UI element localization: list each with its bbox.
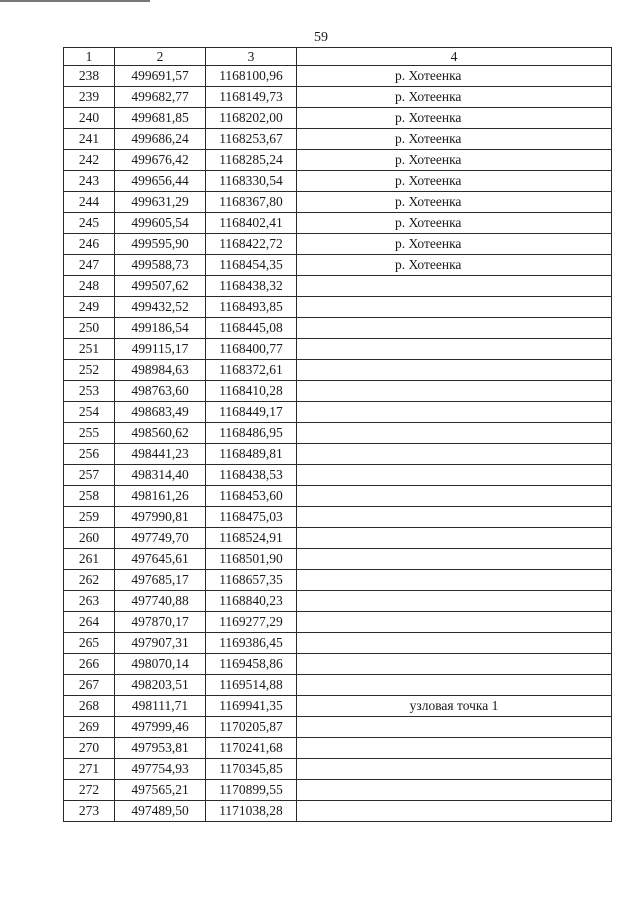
description-cell: [297, 612, 612, 633]
description-cell: [297, 276, 612, 297]
y-coordinate-cell: 1168202,00: [206, 108, 297, 129]
y-coordinate-cell: 1169386,45: [206, 633, 297, 654]
x-coordinate-cell: 499686,24: [115, 129, 206, 150]
description-cell: [297, 507, 612, 528]
point-number-cell: 242: [64, 150, 115, 171]
coordinates-table: [63, 47, 612, 822]
y-coordinate-cell: 1170345,85: [206, 759, 297, 780]
y-coordinate-cell: 1168402,41: [206, 213, 297, 234]
x-coordinate-cell: 499656,44: [115, 171, 206, 192]
description-cell: р. Хотеенка: [297, 213, 612, 234]
x-coordinate-cell: 498314,40: [115, 465, 206, 486]
x-coordinate-cell: 498763,60: [115, 381, 206, 402]
x-coordinate-cell: 499595,90: [115, 234, 206, 255]
table-row: [64, 255, 612, 276]
y-coordinate-cell: 1168524,91: [206, 528, 297, 549]
x-coordinate-cell: 497740,88: [115, 591, 206, 612]
x-coordinate-cell: 497870,17: [115, 612, 206, 633]
point-number-cell: 263: [64, 591, 115, 612]
point-number-cell: 240: [64, 108, 115, 129]
table-row: [64, 318, 612, 339]
y-coordinate-cell: 1168840,23: [206, 591, 297, 612]
point-number-cell: 257: [64, 465, 115, 486]
y-coordinate-cell: 1168438,32: [206, 276, 297, 297]
point-number-cell: 251: [64, 339, 115, 360]
point-number-cell: 254: [64, 402, 115, 423]
description-cell: р. Хотеенка: [297, 108, 612, 129]
x-coordinate-cell: 497749,70: [115, 528, 206, 549]
table-body: [64, 48, 612, 822]
y-coordinate-cell: 1168410,28: [206, 381, 297, 402]
description-cell: [297, 717, 612, 738]
x-coordinate-cell: 499682,77: [115, 87, 206, 108]
x-coordinate-cell: 498203,51: [115, 675, 206, 696]
description-cell: р. Хотеенка: [297, 192, 612, 213]
x-coordinate-cell: 499605,54: [115, 213, 206, 234]
description-cell: [297, 318, 612, 339]
y-coordinate-cell: 1168400,77: [206, 339, 297, 360]
y-coordinate-cell: 1168330,54: [206, 171, 297, 192]
point-number-cell: 239: [64, 87, 115, 108]
column-header-4: 4: [297, 48, 612, 66]
y-coordinate-cell: 1168453,60: [206, 486, 297, 507]
table-row: [64, 234, 612, 255]
table-row: [64, 213, 612, 234]
point-number-cell: 258: [64, 486, 115, 507]
point-number-cell: 272: [64, 780, 115, 801]
table-row: [64, 423, 612, 444]
table-row: [64, 570, 612, 591]
x-coordinate-cell: 499631,29: [115, 192, 206, 213]
table-row: [64, 738, 612, 759]
point-number-cell: 255: [64, 423, 115, 444]
description-cell: р. Хотеенка: [297, 150, 612, 171]
table-row: [64, 507, 612, 528]
column-header-1: 1: [64, 48, 115, 66]
table-row: [64, 759, 612, 780]
x-coordinate-cell: 497907,31: [115, 633, 206, 654]
y-coordinate-cell: 1168445,08: [206, 318, 297, 339]
point-number-cell: 273: [64, 801, 115, 822]
y-coordinate-cell: 1170899,55: [206, 780, 297, 801]
point-number-cell: 270: [64, 738, 115, 759]
y-coordinate-cell: 1168486,95: [206, 423, 297, 444]
page-number: 59: [314, 30, 328, 45]
description-cell: [297, 738, 612, 759]
description-cell: [297, 675, 612, 696]
description-cell: [297, 780, 612, 801]
description-cell: р. Хотеенка: [297, 255, 612, 276]
y-coordinate-cell: 1168657,35: [206, 570, 297, 591]
table-row: [64, 444, 612, 465]
scan-edge-mark: [0, 0, 150, 2]
table-row: [64, 339, 612, 360]
table-row: [64, 66, 612, 87]
point-number-cell: 241: [64, 129, 115, 150]
y-coordinate-cell: 1169514,88: [206, 675, 297, 696]
x-coordinate-cell: 498161,26: [115, 486, 206, 507]
x-coordinate-cell: 499115,17: [115, 339, 206, 360]
x-coordinate-cell: 498683,49: [115, 402, 206, 423]
table-row: [64, 486, 612, 507]
x-coordinate-cell: 497754,93: [115, 759, 206, 780]
point-number-cell: 260: [64, 528, 115, 549]
y-coordinate-cell: 1168100,96: [206, 66, 297, 87]
table-row: [64, 465, 612, 486]
table-row: [64, 717, 612, 738]
point-number-cell: 261: [64, 549, 115, 570]
x-coordinate-cell: 498070,14: [115, 654, 206, 675]
x-coordinate-cell: 499507,62: [115, 276, 206, 297]
y-coordinate-cell: 1171038,28: [206, 801, 297, 822]
table-row: [64, 675, 612, 696]
point-number-cell: 266: [64, 654, 115, 675]
table-row: [64, 276, 612, 297]
description-cell: [297, 486, 612, 507]
x-coordinate-cell: 497990,81: [115, 507, 206, 528]
point-number-cell: 252: [64, 360, 115, 381]
y-coordinate-cell: 1168285,24: [206, 150, 297, 171]
point-number-cell: 267: [64, 675, 115, 696]
table-row: [64, 381, 612, 402]
point-number-cell: 268: [64, 696, 115, 717]
description-cell: р. Хотеенка: [297, 66, 612, 87]
point-number-cell: 244: [64, 192, 115, 213]
y-coordinate-cell: 1170205,87: [206, 717, 297, 738]
description-cell: [297, 801, 612, 822]
table-row: [64, 297, 612, 318]
y-coordinate-cell: 1169277,29: [206, 612, 297, 633]
table-row: [64, 780, 612, 801]
table-header-row: [64, 48, 612, 66]
y-coordinate-cell: 1168367,80: [206, 192, 297, 213]
description-cell: [297, 654, 612, 675]
x-coordinate-cell: 497489,50: [115, 801, 206, 822]
description-cell: [297, 297, 612, 318]
table-row: [64, 129, 612, 150]
table-row: [64, 696, 612, 717]
table-row: [64, 654, 612, 675]
description-cell: [297, 465, 612, 486]
point-number-cell: 256: [64, 444, 115, 465]
x-coordinate-cell: 499676,42: [115, 150, 206, 171]
table-row: [64, 171, 612, 192]
point-number-cell: 264: [64, 612, 115, 633]
y-coordinate-cell: 1168501,90: [206, 549, 297, 570]
description-cell: р. Хотеенка: [297, 87, 612, 108]
point-number-cell: 253: [64, 381, 115, 402]
point-number-cell: 248: [64, 276, 115, 297]
description-cell: р. Хотеенка: [297, 171, 612, 192]
description-cell: [297, 423, 612, 444]
description-cell: [297, 759, 612, 780]
point-number-cell: 238: [64, 66, 115, 87]
table-row: [64, 192, 612, 213]
description-cell: [297, 591, 612, 612]
description-cell: [297, 570, 612, 591]
description-cell: [297, 360, 612, 381]
table-row: [64, 549, 612, 570]
x-coordinate-cell: 499691,57: [115, 66, 206, 87]
table-row: [64, 150, 612, 171]
description-cell: [297, 402, 612, 423]
point-number-cell: 247: [64, 255, 115, 276]
description-cell: [297, 339, 612, 360]
table-row: [64, 633, 612, 654]
x-coordinate-cell: 497685,17: [115, 570, 206, 591]
y-coordinate-cell: 1168475,03: [206, 507, 297, 528]
x-coordinate-cell: 498560,62: [115, 423, 206, 444]
x-coordinate-cell: 498111,71: [115, 696, 206, 717]
y-coordinate-cell: 1169941,35: [206, 696, 297, 717]
column-header-3: 3: [206, 48, 297, 66]
description-cell: [297, 633, 612, 654]
point-number-cell: 245: [64, 213, 115, 234]
x-coordinate-cell: 497565,21: [115, 780, 206, 801]
point-number-cell: 269: [64, 717, 115, 738]
table-row: [64, 612, 612, 633]
y-coordinate-cell: 1168372,61: [206, 360, 297, 381]
y-coordinate-cell: 1168489,81: [206, 444, 297, 465]
x-coordinate-cell: 499432,52: [115, 297, 206, 318]
table-row: [64, 402, 612, 423]
description-cell: р. Хотеенка: [297, 234, 612, 255]
point-number-cell: 259: [64, 507, 115, 528]
x-coordinate-cell: 497953,81: [115, 738, 206, 759]
description-cell: р. Хотеенка: [297, 129, 612, 150]
point-number-cell: 262: [64, 570, 115, 591]
y-coordinate-cell: 1168449,17: [206, 402, 297, 423]
table-row: [64, 108, 612, 129]
x-coordinate-cell: 497645,61: [115, 549, 206, 570]
table-row: [64, 801, 612, 822]
description-cell: [297, 528, 612, 549]
x-coordinate-cell: 499186,54: [115, 318, 206, 339]
x-coordinate-cell: 499681,85: [115, 108, 206, 129]
description-cell: [297, 444, 612, 465]
description-cell: [297, 381, 612, 402]
point-number-cell: 249: [64, 297, 115, 318]
y-coordinate-cell: 1168493,85: [206, 297, 297, 318]
y-coordinate-cell: 1168454,35: [206, 255, 297, 276]
y-coordinate-cell: 1168149,73: [206, 87, 297, 108]
y-coordinate-cell: 1168438,53: [206, 465, 297, 486]
table-row: [64, 360, 612, 381]
table-row: [64, 528, 612, 549]
point-number-cell: 265: [64, 633, 115, 654]
point-number-cell: 243: [64, 171, 115, 192]
table-row: [64, 591, 612, 612]
x-coordinate-cell: 497999,46: [115, 717, 206, 738]
point-number-cell: 271: [64, 759, 115, 780]
y-coordinate-cell: 1170241,68: [206, 738, 297, 759]
point-number-cell: 250: [64, 318, 115, 339]
description-cell: узловая точка 1: [297, 696, 612, 717]
description-cell: [297, 549, 612, 570]
y-coordinate-cell: 1169458,86: [206, 654, 297, 675]
y-coordinate-cell: 1168253,67: [206, 129, 297, 150]
y-coordinate-cell: 1168422,72: [206, 234, 297, 255]
column-header-2: 2: [115, 48, 206, 66]
x-coordinate-cell: 499588,73: [115, 255, 206, 276]
x-coordinate-cell: 498984,63: [115, 360, 206, 381]
table-row: [64, 87, 612, 108]
point-number-cell: 246: [64, 234, 115, 255]
x-coordinate-cell: 498441,23: [115, 444, 206, 465]
